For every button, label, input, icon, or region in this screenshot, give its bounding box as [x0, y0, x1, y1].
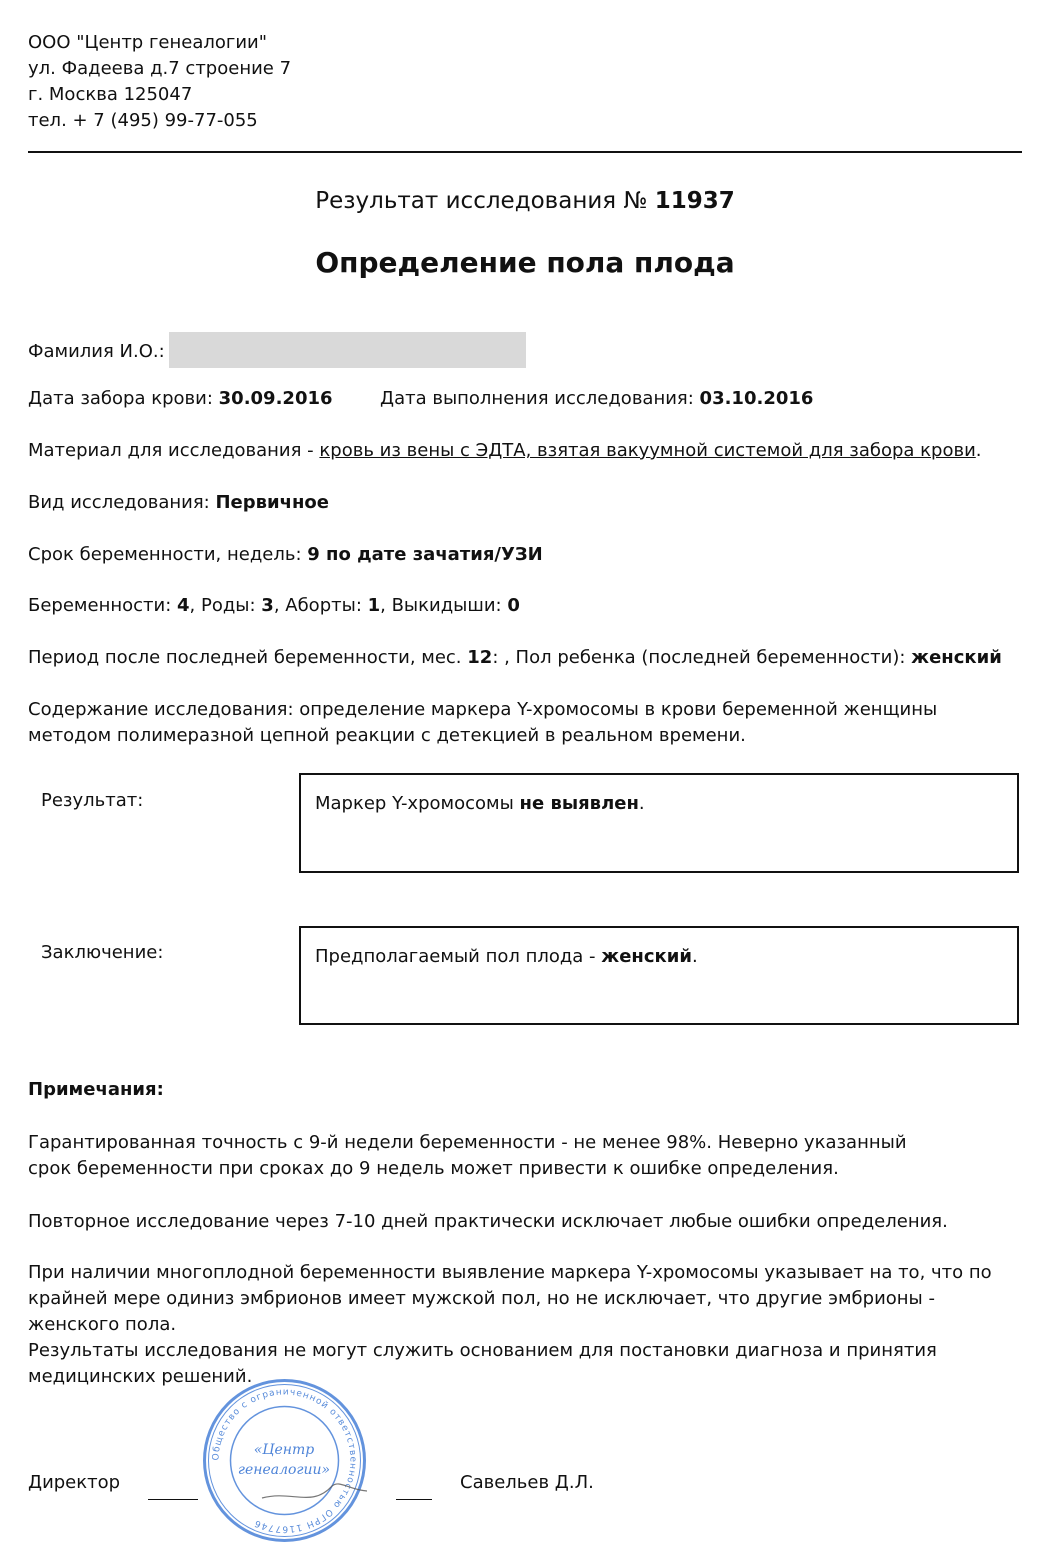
seal-inner-line2: генеалогии» — [237, 1462, 331, 1478]
pregnancies-label: Беременности: — [28, 595, 177, 616]
study-type-line — [28, 492, 329, 513]
material-end: . — [975, 440, 982, 461]
organization-header — [28, 30, 291, 134]
conclusion-text — [315, 946, 698, 967]
obstetric-history-line — [28, 595, 520, 616]
patient-name-redacted — [169, 332, 526, 368]
miscarriages-label: , Выкидыши: — [380, 595, 508, 616]
pregnancies-value: 4 — [177, 595, 190, 616]
report-number: 11937 — [654, 188, 735, 214]
org-street: ул. Фадеева д.7 строение 7 — [28, 58, 292, 79]
previous-child-sex-value: женский — [911, 647, 1002, 668]
period-line — [28, 647, 1002, 668]
result-box — [299, 773, 1019, 873]
period-label: Период после последней беременности, мес. — [28, 647, 468, 668]
abortions-value: 1 — [367, 595, 381, 616]
svg-text:Общество с ограниченной ответс — [211, 1387, 357, 1533]
material-line — [28, 440, 982, 461]
report-title: Определение пола плода — [315, 246, 735, 279]
org-city: г. Москва 125047 — [28, 84, 193, 105]
pregnancy-term-label: Срок беременности, недель: — [28, 544, 308, 565]
result-label: Результат: — [41, 790, 144, 811]
patient-name-label: Фамилия И.О.: — [28, 341, 165, 362]
study-type-value: Первичное — [215, 492, 329, 513]
collection-date-value: 30.09.2016 — [218, 388, 333, 409]
done-date-label: Дата выполнения исследования: — [380, 388, 700, 409]
signature-line-left — [148, 1499, 198, 1500]
org-name: ООО "Центр генеалогии" — [28, 32, 268, 53]
notes-heading: Примечания: — [28, 1079, 164, 1100]
study-type-label: Вид исследования: — [28, 492, 216, 513]
done-date-line — [380, 388, 813, 409]
conclusion-prefix: Предполагаемый пол плода - — [315, 946, 602, 967]
material-value: кровь из вены с ЭДТА, взятая вакуумной системой для забора крови — [319, 440, 976, 461]
signatory-name: Савельев Д.Л. — [460, 1472, 594, 1493]
done-date-value: 03.10.2016 — [699, 388, 814, 409]
period-value: 12 — [467, 647, 493, 668]
report-number-title — [0, 188, 1050, 214]
conclusion-label: Заключение: — [41, 942, 164, 963]
births-label: , Роды: — [189, 595, 262, 616]
conclusion-box — [299, 926, 1019, 1025]
note-repeat: Повторное исследование через 7-10 дней практически исключает любые ошибки определения. — [28, 1211, 948, 1232]
result-value: не выявлен — [519, 793, 639, 814]
material-label: Материал для исследования - — [28, 440, 320, 461]
collection-date-line — [28, 388, 333, 409]
note-multiple: При наличии многоплодной беременности выявление маркера Y-хромосомы указывает на то, что по крайней мере одиниз эмбрионов имеет мужской пол, но не исключает, что другие эмбрионы - женского пола. — [28, 1262, 992, 1335]
note-accuracy: Гарантированная точность с 9-й недели беременности - не менее 98%. Неверно указанный срок беременности при сроках до 9 недель может привести к ошибке определения. — [28, 1132, 907, 1179]
report-number-prefix: Результат исследования № — [315, 188, 655, 214]
previous-child-sex-label: : , Пол ребенка (последней беременности): — [492, 647, 912, 668]
seal-inner-line1: «Центр — [253, 1442, 315, 1458]
pregnancy-term-value: 9 по дате зачатия/УЗИ — [307, 544, 543, 565]
signature-role: Директор — [28, 1472, 121, 1493]
result-end: . — [638, 793, 645, 814]
seal-outer-text: Общество с ограниченной ответственностью ОГРН 1167746 — [211, 1387, 358, 1534]
collection-date-label: Дата забора крови: — [28, 388, 219, 409]
result-text — [315, 793, 645, 814]
births-value: 3 — [261, 595, 274, 616]
header-divider — [28, 151, 1022, 153]
abortions-label: , Аборты: — [273, 595, 368, 616]
result-prefix: Маркер Y-хромосомы — [315, 793, 520, 814]
conclusion-value: женский — [601, 946, 692, 967]
study-content: Содержание исследования: определение маркера Y-хромосомы в крови беременной женщины методом полимеразной цепной реакции с детекцией в реальном времени. — [28, 699, 938, 746]
company-seal — [202, 1378, 367, 1543]
patient-name-line — [28, 334, 526, 370]
conclusion-end: . — [691, 946, 698, 967]
org-phone: тел. + 7 (495) 99-77-055 — [28, 110, 258, 131]
signature-line-right — [396, 1499, 432, 1500]
note-disclaimer: Результаты исследования не могут служить основанием для постановки диагноза и принятия медицинских решений. — [28, 1340, 937, 1387]
pregnancy-term-line — [28, 544, 543, 565]
miscarriages-value: 0 — [507, 595, 520, 616]
